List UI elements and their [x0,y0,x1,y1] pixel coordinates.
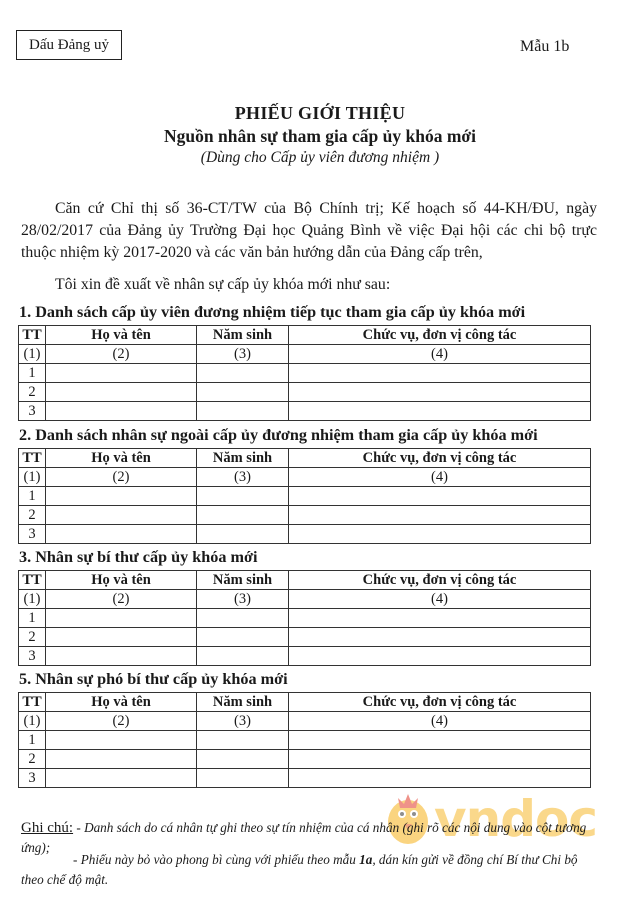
birth-year-cell[interactable] [197,647,289,666]
table-numbering-row [19,345,591,364]
col-header-tt: TT [19,571,46,590]
birth-year-cell[interactable] [197,750,289,769]
name-cell[interactable] [46,750,197,769]
row-number: 1 [19,364,46,383]
numbering-cell: (2) [46,468,197,487]
party-stamp-box: Dấu Đảng uỷ [16,30,122,60]
col-header-position: Chức vụ, đơn vị công tác [289,571,591,590]
table-header-row [19,571,591,590]
name-cell[interactable] [46,364,197,383]
table-row [19,609,591,628]
table-row [19,628,591,647]
numbering-cell: (4) [289,468,591,487]
row-number: 2 [19,750,46,769]
section-heading-3: 3. Nhân sự bí thư cấp ủy khóa mới [19,548,258,566]
position-cell[interactable] [289,647,591,666]
name-cell[interactable] [46,383,197,402]
section-table-1 [18,325,591,421]
document-subtitle: Nguồn nhân sự tham gia cấp ủy khóa mới [164,126,476,146]
table-header-row [19,693,591,712]
birth-year-cell[interactable] [197,609,289,628]
section-table-2 [18,448,591,544]
name-cell[interactable] [46,525,197,544]
numbering-cell: (4) [289,712,591,731]
row-number: 2 [19,628,46,647]
col-header-tt: TT [19,326,46,345]
table-row [19,364,591,383]
col-header-name: Họ và tên [46,326,197,345]
vndoc-watermark-text: vndoc [434,790,597,848]
position-cell[interactable] [289,402,591,421]
position-cell[interactable] [289,364,591,383]
table-row [19,750,591,769]
table-row [19,487,591,506]
birth-year-cell[interactable] [197,769,289,788]
row-number: 1 [19,487,46,506]
birth-year-cell[interactable] [197,628,289,647]
note-line-2 [21,850,601,890]
proposal-intro-paragraph: Tôi xin đề xuất về nhân sự cấp ủy khóa mới như sau: [55,276,391,293]
name-cell[interactable] [46,731,197,750]
col-header-position: Chức vụ, đơn vị công tác [289,449,591,468]
table-row [19,402,591,421]
table-row [19,525,591,544]
position-cell[interactable] [289,750,591,769]
document-usage-note: (Dùng cho Cấp ủy viên đương nhiệm ) [200,149,440,166]
col-header-tt: TT [19,693,46,712]
numbering-cell: (1) [19,468,46,487]
row-number: 3 [19,525,46,544]
numbering-cell: (3) [197,590,289,609]
numbering-cell: (4) [289,590,591,609]
legal-basis-paragraph: Căn cứ Chỉ thị số 36-CT/TW của Bộ Chính trị; Kế hoạch số 44-KH/ĐU, ngày 28/02/2017 của Đảng ủy Trường Đại học Quảng Bình về việc Đại hội các chi bộ trực thuộc nhiệm kỳ 2017-2020 và các văn bản hướng dẫn của Đảng cấp trên, [21,200,597,261]
note-form-ref: 1a [359,852,373,867]
birth-year-cell[interactable] [197,364,289,383]
position-cell[interactable] [289,609,591,628]
row-number: 1 [19,609,46,628]
name-cell[interactable] [46,647,197,666]
position-cell[interactable] [289,383,591,402]
numbering-cell: (2) [46,345,197,364]
birth-year-cell[interactable] [197,487,289,506]
table-row [19,731,591,750]
note-text-2b: , dán kín gửi về đồng chí Bí thư Chi bộ theo chế độ mật. [21,852,578,887]
name-cell[interactable] [46,609,197,628]
name-cell[interactable] [46,769,197,788]
name-cell[interactable] [46,487,197,506]
col-header-position: Chức vụ, đơn vị công tác [289,693,591,712]
col-header-birth-year: Năm sinh [197,693,289,712]
numbering-cell: (1) [19,590,46,609]
numbering-cell: (4) [289,345,591,364]
table-row [19,506,591,525]
table-row [19,383,591,402]
section-heading-5: 5. Nhân sự phó bí thư cấp ủy khóa mới [19,670,288,688]
row-number: 3 [19,769,46,788]
numbering-cell: (2) [46,712,197,731]
col-header-name: Họ và tên [46,693,197,712]
name-cell[interactable] [46,506,197,525]
section-heading-1: 1. Danh sách cấp ủy viên đương nhiệm tiếp tục tham gia cấp ủy khóa mới [19,303,526,321]
position-cell[interactable] [289,525,591,544]
position-cell[interactable] [289,628,591,647]
table-numbering-row [19,712,591,731]
birth-year-cell[interactable] [197,506,289,525]
table-header-row [19,449,591,468]
col-header-name: Họ và tên [46,449,197,468]
table-numbering-row [19,468,591,487]
row-number: 1 [19,731,46,750]
col-header-name: Họ và tên [46,571,197,590]
numbering-cell: (2) [46,590,197,609]
table-header-row [19,326,591,345]
section-heading-2: 2. Danh sách nhân sự ngoài cấp ủy đương nhiệm tham gia cấp ủy khóa mới [19,426,538,444]
position-cell[interactable] [289,506,591,525]
numbering-cell: (3) [197,345,289,364]
position-cell[interactable] [289,731,591,750]
position-cell[interactable] [289,487,591,506]
document-title: PHIẾU GIỚI THIỆU [234,103,406,123]
name-cell[interactable] [46,402,197,421]
section-table-3 [18,570,591,666]
col-header-position: Chức vụ, đơn vị công tác [289,326,591,345]
form-number: Mẫu 1b [520,38,570,55]
row-number: 2 [19,506,46,525]
numbering-cell: (3) [197,468,289,487]
note-label: Ghi chú: [21,820,74,836]
row-number: 3 [19,647,46,666]
name-cell[interactable] [46,628,197,647]
birth-year-cell[interactable] [197,402,289,421]
numbering-cell: (3) [197,712,289,731]
table-numbering-row [19,590,591,609]
note-text-2a: - Phiếu này bỏ vào phong bì cùng với phiếu theo mẫu [73,852,360,867]
numbering-cell: (1) [19,345,46,364]
col-header-tt: TT [19,449,46,468]
birth-year-cell[interactable] [197,525,289,544]
col-header-birth-year: Năm sinh [197,326,289,345]
col-header-birth-year: Năm sinh [197,449,289,468]
numbering-cell: (1) [19,712,46,731]
section-table-5 [18,692,591,788]
birth-year-cell[interactable] [197,383,289,402]
birth-year-cell[interactable] [197,731,289,750]
row-number: 3 [19,402,46,421]
row-number: 2 [19,383,46,402]
table-row [19,647,591,666]
note-text-1: - Danh sách do cá nhân tự ghi theo sự tín nhiệm của cá nhân (ghi rõ các nội dung vào cột tương ứng); [21,820,587,855]
col-header-birth-year: Năm sinh [197,571,289,590]
